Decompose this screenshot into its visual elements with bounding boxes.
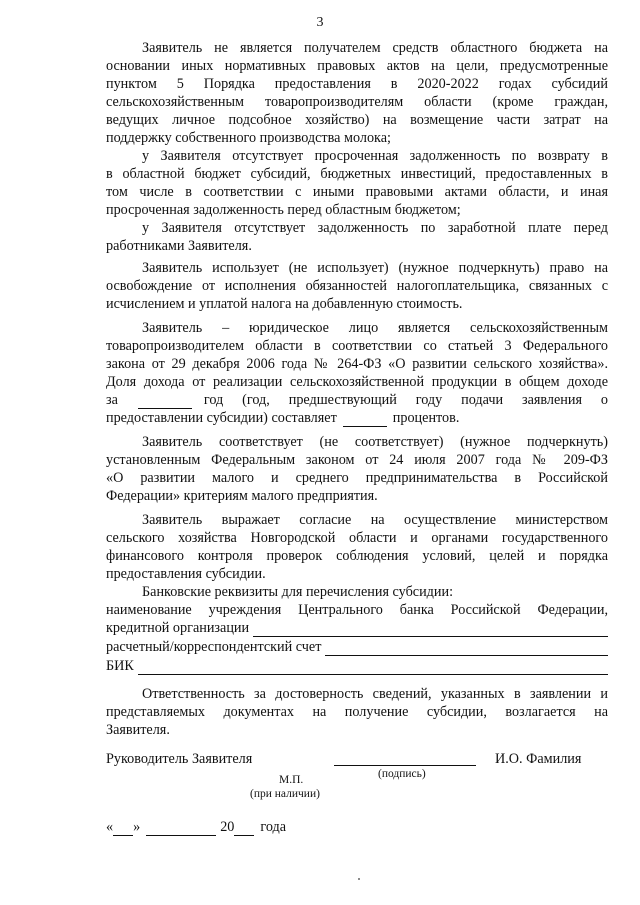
paragraph-4-line-1: Заявитель использует (не использует) (нужное подчеркнуть) право на xyxy=(142,260,608,276)
paragraph-1-line-2: основании иных нормативных правовых актов на цели, предусмотренные xyxy=(106,58,608,74)
paragraph-6-line-1: Заявитель соответствует (не соответствует) (нужное подчеркнуть) xyxy=(142,434,608,450)
credit-org-field[interactable] xyxy=(253,623,608,637)
bank-heading: Банковские реквизиты для перечисления субсидии: xyxy=(142,584,454,600)
account-field[interactable] xyxy=(325,642,608,656)
page-number: 3 xyxy=(316,15,324,30)
responsibility-line-3: Заявителя. xyxy=(106,722,170,738)
date-line xyxy=(106,818,346,836)
paragraph-6-line-2: установленным Федеральным законом от 24 июля 2007 года № 209-ФЗ xyxy=(106,452,608,468)
paragraph-4-line-3: исчислением и уплатой налога на добавленную стоимость. xyxy=(106,296,463,312)
bik-field[interactable] xyxy=(138,661,608,675)
month-blank-field[interactable] xyxy=(146,822,216,836)
year-prefix: 20 xyxy=(220,819,235,835)
paragraph-4-line-2: освобождение от исполнения обязанностей налогоплательщика, связанных с xyxy=(106,278,608,294)
paragraph-3-line-1: у Заявителя отсутствует задолженность по заработной плате перед xyxy=(142,220,608,236)
bik-label: БИК xyxy=(106,658,134,674)
year-blank-field[interactable] xyxy=(138,395,192,409)
paragraph-7-line-4: предоставления субсидии. xyxy=(106,566,266,582)
paragraph-6-line-3: «О развитии малого и среднего предпринимательства в Российской xyxy=(106,470,608,486)
responsibility-line-1: Ответственность за достоверность сведений, указанных в заявлении и xyxy=(142,686,608,702)
paragraph-7-line-1: Заявитель выражает согласие на осуществление министерством xyxy=(142,512,608,528)
head-name: И.О. Фамилия xyxy=(495,751,582,767)
paragraph-2-line-4: просроченная задолженность перед областным бюджетом; xyxy=(106,202,461,218)
year-suffix-blank-field[interactable] xyxy=(234,822,254,836)
bank-line-1: наименование учреждения Центрального банка Российской Федерации, xyxy=(106,602,608,618)
paragraph-1-line-1: Заявитель не является получателем средств областного бюджета на xyxy=(142,40,608,56)
paragraph-7-line-3: финансового контроля проверок соблюдения условий, целей и порядка xyxy=(106,548,608,564)
paragraph-2-line-3: том числе в соответствии с иными правовыми актами области, и иная xyxy=(106,184,608,200)
paragraph-5-line-1: Заявитель – юридическое лицо является сельскохозяйственным xyxy=(142,320,608,336)
signature-line[interactable] xyxy=(334,765,476,766)
account-label: расчетный/корреспондентский счет xyxy=(106,639,322,655)
stamp-note: (при наличии) xyxy=(250,788,320,800)
year-description: год (год, предшествующий году подачи заявления о xyxy=(203,392,608,408)
signature-caption: (подпись) xyxy=(378,768,426,780)
bank-line-4 xyxy=(106,657,608,675)
share-label: предоставлении субсидии) составляет xyxy=(106,410,337,426)
date-open-quote: « xyxy=(106,819,114,835)
paragraph-1-line-3: пунктом 5 Порядка предоставления в 2020-2022 годах субсидий xyxy=(106,76,608,92)
head-of-applicant-label: Руководитель Заявителя xyxy=(106,751,253,767)
paragraph-2-line-2: в областной бюджет субсидий, бюджетных инвестиций, предоставленных в xyxy=(106,166,608,182)
bank-line-3 xyxy=(106,638,608,656)
year-word: года xyxy=(260,819,287,835)
paragraph-1-line-4: сельскохозяйственным товаропроизводителям области (кроме граждан, xyxy=(106,94,608,110)
paragraph-6-line-4: Федерации» критериям малого предприятия. xyxy=(106,488,378,504)
paragraph-3-line-2: работниками Заявителя. xyxy=(106,238,252,254)
day-blank-field[interactable] xyxy=(113,822,133,836)
paragraph-5-line-4: Доля дохода от реализации сельскохозяйственной продукции в общем доходе xyxy=(106,374,608,390)
bank-line-2 xyxy=(106,619,608,637)
paragraph-5-line-3: закона от 29 декабря 2006 года № 264-ФЗ «О развитии сельского хозяйства». xyxy=(106,356,608,372)
paragraph-5-line-5 xyxy=(106,391,608,409)
percent-blank-field[interactable] xyxy=(343,413,387,427)
responsibility-line-2: представляемых документах на получение субсидии, возлагается на xyxy=(106,704,608,720)
paragraph-1-line-6: поддержку собственного производства молока; xyxy=(106,130,391,146)
paragraph-2-line-1: у Заявителя отсутствует просроченная задолженность по возврату в xyxy=(142,148,608,164)
paragraph-1-line-5: ведущих личное подсобное хозяйство) на возмещение части затрат на xyxy=(106,112,608,128)
date-close-quote: » xyxy=(133,819,141,835)
percent-label: процентов. xyxy=(392,410,460,426)
credit-org-label: кредитной организации xyxy=(106,620,250,636)
paragraph-7-line-2: сельского хозяйства Новгородской области и органами государственного xyxy=(106,530,608,546)
scan-speck xyxy=(358,878,360,880)
stamp-label: М.П. xyxy=(279,774,304,786)
year-label: за xyxy=(106,392,118,408)
paragraph-5-line-2: товаропроизводителем области в соответствии со статьей 3 Федерального xyxy=(106,338,608,354)
paragraph-5-line-6 xyxy=(106,409,608,427)
